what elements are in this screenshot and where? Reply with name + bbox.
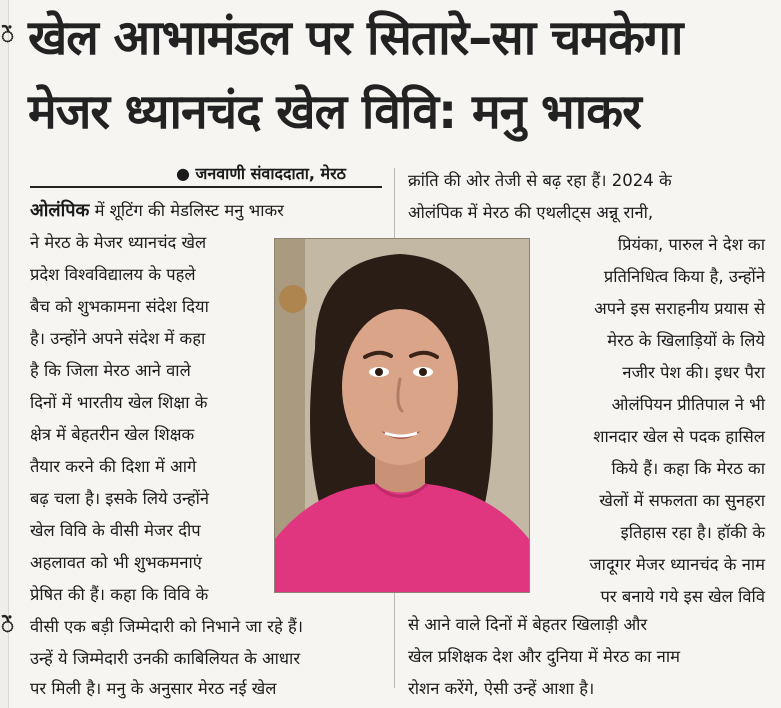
col2-line: मेरठ के खिलाड़ियों के लिये [607, 331, 765, 350]
lead-word: ओलंपिक [30, 200, 90, 221]
col1-line: ने मेरठ के मेजर ध्यानचंद खेल [30, 233, 207, 252]
col1-line: खेल विवि के वीसी मेजर दीप [30, 521, 201, 540]
byline: ● जनवाणी संवाददाता, मेरठ [176, 164, 346, 183]
col1-line: है। उन्होंने अपने संदेश में कहा [30, 329, 206, 348]
col2-line: क्रांति की ओर तेजी से बढ़ रहा हैं। 2024 के [408, 171, 672, 190]
portrait-illustration [275, 239, 529, 592]
col2-line: नजीर पेश की। इधर पैरा [622, 363, 765, 382]
col2-line: इतिहास रहा है। हॉकी के [620, 523, 765, 542]
headline-line-2: मेजर ध्यानचंद खेल विवि: मनु भाकर [28, 84, 641, 140]
col2-line: जादूगर मेजर ध्यानचंद के नाम [589, 555, 765, 574]
col1-line: बढ़ चला है। इसके लिये उन्होंने [30, 489, 210, 508]
photo-decor [279, 285, 307, 313]
col2-line: ओलंपिक में मेरठ की एथलीट्स अन्नू रानी, [408, 203, 654, 222]
col1-line: है कि जिला मेरठ आने वाले [30, 361, 191, 380]
page-edge [0, 0, 9, 708]
col1-line: क्षेत्र में बेहतरीन खेल शिक्षक [30, 425, 195, 444]
edge-fragment: ें [1, 24, 15, 49]
col2-line: खेल प्रशिक्षक देश और दुनिया में मेरठ का नाम [408, 647, 680, 666]
col1-wide-line: पर मिली है। मनु के अनुसार मेरठ नई खेल [30, 679, 277, 698]
col2-line: अपने इस सराहनीय प्रयास से [594, 299, 765, 318]
col1-line: बैच को शुभकामना संदेश दिया [30, 297, 209, 316]
right-pupil [419, 368, 427, 376]
col1-wide-line: उन्हें ये जिम्मेदारी उनकी काबिलियत के आधार [30, 649, 301, 668]
col2-line: ओलंपियन प्रीतिपाल ने भी [611, 395, 765, 414]
col2-line: शानदार खेल से पदक हासिल [593, 427, 765, 446]
portrait-photo [274, 238, 530, 593]
col1-line: अहलावत को भी शुभकमनाएं [30, 553, 202, 572]
headline-line-1: खेल आभामंडल पर सितारे–सा चमकेगा [28, 10, 683, 66]
edge-fragment: ें [1, 614, 15, 639]
col1-lead-line [30, 200, 284, 222]
col2-line: प्रतिनिधित्व किया है, उन्होंने [603, 267, 765, 286]
lead-rest: में शूटिंग की मेडलिस्ट मनु भाकर [89, 201, 284, 220]
col1-line: तैयार करने की दिशा में आगे [30, 457, 197, 476]
col1-line: दिनों में भारतीय खेल शिक्षा के [30, 393, 208, 412]
col2-line: से आने वाले दिनों में बेहतर खिलाड़ी और [408, 615, 648, 634]
left-pupil [375, 368, 383, 376]
col1-wide-line: वीसी एक बड़ी जिम्मेदारी को निभाने जा रहे हैं। [30, 617, 303, 636]
col2-line: खेलों में सफलता का सुनहरा [599, 491, 765, 510]
col2-line: पर बनाये गये इस खेल विवि [600, 587, 765, 606]
col1-line: प्रेषित की हैं। कहा कि विवि के [30, 585, 209, 604]
col2-line: किये हैं। कहा कि मेरठ का [611, 459, 765, 478]
col2-line: प्रियंका, पारुल ने देश का [617, 235, 765, 254]
col1-line: प्रदेश विश्वविद्यालय के पहले [30, 265, 196, 284]
byline-rule [30, 186, 382, 188]
col2-line: रोशन करेंगे, ऐसी उन्हें आशा है। [408, 679, 595, 698]
